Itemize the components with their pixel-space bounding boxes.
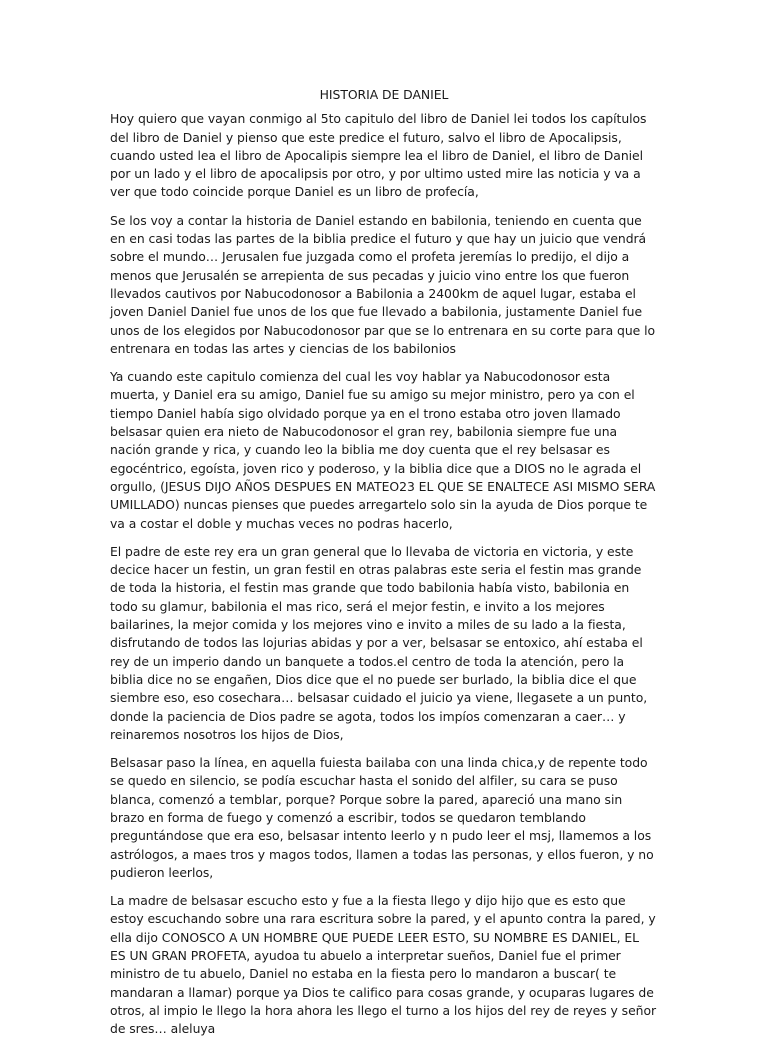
paragraph-4: El padre de este rey era un gran general que lo llevaba de victoria en victoria, y este decice hacer un festin, un gran festil en otras palabras este seria el festin mas grande de toda la historia, el festin mas grande que todo babilonia había visto, babilonia en todo su glamur, babilonia el mas rico, será el mejor festin, e invito a los mejores bailarines, la mejor comida y los mejores vino e invito a miles de su lado a la fiesta, disfrutando de todos las lojurias abidas y por a ver, belsasar se entoxico, ahí estaba el rey de un imperio dando un banquete a todos.el centro de toda la atención, pero la biblia dice no se engañen, Dios dice que el no puede ser burlado, la biblia dice el que siembre eso, eso cosechara… belsasar cuidado el juicio ya viene, llegasete a un punto, donde la paciencia de Dios padre se agota, todos los impíos comenzaran a caer… y reinaremos nosotros los hijos de Dios,: [110, 543, 648, 742]
document-page: [110, 86, 658, 1049]
paragraph-5: Belsasar paso la línea, en aquella fuiesta bailaba con una linda chica,y de repente todo se quedo en silencio, se podía escuchar hasta el sonido del alfiler, su cara se puso blanca, comenzó a temblar, porque? Porque sobre la pared, apareció una mano sin brazo en forma de fuego y comenzó a escribir, todos se quedaron temblando preguntándose que era eso, belsasar intento leerlo y n pudo leer el msj, llamemos a los astrólogos, a maes tros y magos todos, llamen a todas las personas, y ellos fueron, y no pudieron leerlos,: [110, 755, 654, 880]
paragraph-2: Se los voy a contar la historia de Daniel estando en babilonia, teniendo en cuenta que en en casi todas las partes de la biblia predice el futuro y que hay un juicio que vendrá sobre el mundo… Jerusalen fue juzgada como el profeta jeremías lo predijo, el dijo a menos que Jerusalén se arrepienta de sus pecadas y juicio vino entre los que fueron llevados cautivos por Nabucodonosor a Babilonia a 2400km de aquel lugar, estaba el joven Daniel Daniel fue unos de los que fue llevado a babilonia, justamente Daniel fue unos de los elegidos por Nabucodonosor par que se lo entrenara en su corte para que lo entrenara en todas las artes y ciencias de los babilonios: [110, 212, 656, 356]
document-title: HISTORIA DE DANIEL: [319, 87, 449, 102]
paragraph-6: La madre de belsasar escucho esto y fue a la fiesta llego y dijo hijo que es esto que estoy escuchando sobre una rara escritura sobre la pared, y el apunto contra la pared, y ella dijo CONOSCO A UN HOMBRE QUE PUEDE LEER ESTO, SU NOMBRE ES DANIEL, EL ES UN GRAN PROFETA, ayudoa tu abuelo a interpretar sueños, Daniel fue el primer ministro de tu abuelo, Daniel no estaba en la fiesta pero lo mandaron a buscar( te mandaran a llamar) porque ya Dios te califico para cosas grande, y ocuparas lugares de otros, al impio le llego la hora ahora les llego el turno a los hijos del rey de reyes y señor de sres… aleluya: [110, 893, 657, 1037]
paragraph-3: Ya cuando este capitulo comienza del cual les voy hablar ya Nabucodonosor esta muerta, y Daniel era su amigo, Daniel fue su amigo su mejor ministro, pero ya con el tiempo Daniel había sigo olvidado porque ya en el trono estaba otro joven llamado belsasar quien era nieto de Nabucodonosor el gran rey, babilonia siempre fue una nación grande y rica, y cuando leo la biblia me doy cuenta que el rey belsasar es egocéntrico, egoísta, joven rico y poderoso, y la biblia dice que a DIOS no le agrada el orgullo, (JESUS DIJO AÑOS DESPUES EN MATEO23 EL QUE SE ENALTECE ASI MISMO SERA UMILLADO) nuncas pienses que puedes arregartelo solo sin la ayuda de Dios porque te va a costar el doble y muchas veces no podras hacerlo,: [110, 369, 656, 531]
paragraph-1: Hoy quiero que vayan conmigo al 5to capitulo del libro de Daniel lei todos los capítulos del libro de Daniel y pienso que este predice el futuro, salvo el libro de Apocalipsis, cuando usted lea el libro de Apocalipis siempre lea el libro de Daniel, el libro de Daniel por un lado y el libro de apocalipsis por otro, y por ultimo usted mire las noticia y va a ver que todo coincide porque Daniel es un libro de profecía,: [110, 111, 647, 200]
